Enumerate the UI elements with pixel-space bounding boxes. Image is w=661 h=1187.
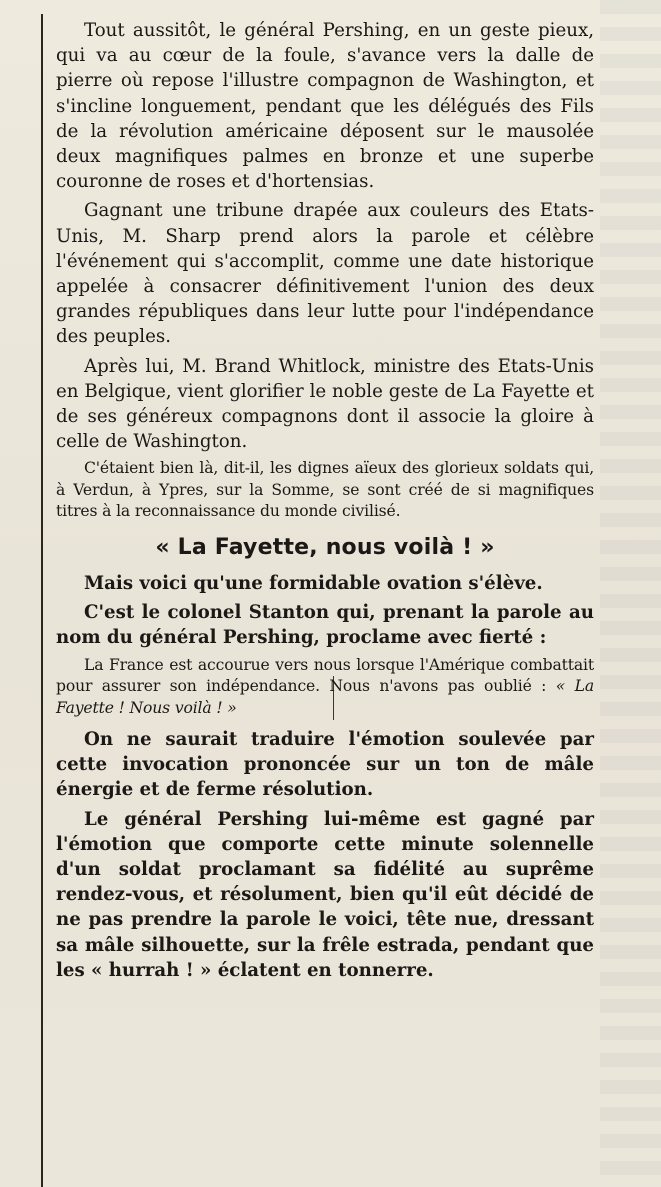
paragraph-sharp-speech: Gagnant une tribune drapée aux couleurs des Etats-Unis, M. Sharp prend alors la parole et célèbre l'événement qui s'accomplit, comme une date historique appelée à consacrer définitivement l'union des deux grandes républiques dans leur lutte pour l'indépendance des peuples. xyxy=(56,200,594,348)
quote-stanton-text: La France est accourue vers nous lorsque l'Amérique combattait pour assurer son indépendance. Nous n'avons pas oublié : xyxy=(56,655,594,696)
paragraph-emotion: On ne saurait traduire l'émotion soulevée par cette invocation prononcée sur un ton de mâle énergie et de ferme résolution. xyxy=(56,729,594,801)
paragraph-stanton: C'est le colonel Stanton qui, prenant la parole au nom du général Pershing, proclame avec fierté : xyxy=(56,602,594,649)
column-rule xyxy=(41,14,43,1187)
paragraph-ovation: Mais voici qu'une formidable ovation s'élève. xyxy=(84,572,543,594)
article-column xyxy=(56,18,594,987)
paragraph-whitlock: Après lui, M. Brand Whitlock, ministre des Etats-Unis en Belgique, vient glorifier le noble geste de La Fayette et de ses généreux compagnons dont il associe la gloire à celle de Washington. xyxy=(56,355,594,453)
bleed-through-text xyxy=(600,0,661,1187)
quote-whitlock: C'étaient bien là, dit-il, les dignes aïeux des glorieux soldats qui, à Verdun, à Ypres, sur la Somme, se sont créé de si magnifiques titres à la reconnaissance du monde civilisé. xyxy=(56,459,594,521)
paragraph-pershing-gained: Le général Pershing lui-même est gagné par l'émotion que comporte cette minute solennelle d'un soldat proclamant sa fidélité au suprême rendez-vous, et résolument, bien qu'il eût décidé de ne pas prendre la parole le voici, tête nue, dressant sa mâle silhouette, sur la frêle estrada, pendant que les « hurrah ! » éclatent en tonnerre. xyxy=(56,808,594,981)
quote-stanton-italic: « La Fayette ! Nous voilà ! » xyxy=(56,677,594,717)
paragraph-pershing-tomb: Tout aussitôt, le général Pershing, en un geste pieux, qui va au cœur de la foule, s'avance vers la dalle de pierre où repose l'illustre compagnon de Washington, et s'incline longuement, pendant que les délégués des Fils de la révolution américaine déposent sur le mausolée deux magnifiques palmes en bronze et une superbe couronne de roses et d'hortensias. xyxy=(56,20,594,193)
quote-stanton xyxy=(56,655,594,720)
section-subheading: « La Fayette, nous voilà ! » xyxy=(155,534,495,560)
